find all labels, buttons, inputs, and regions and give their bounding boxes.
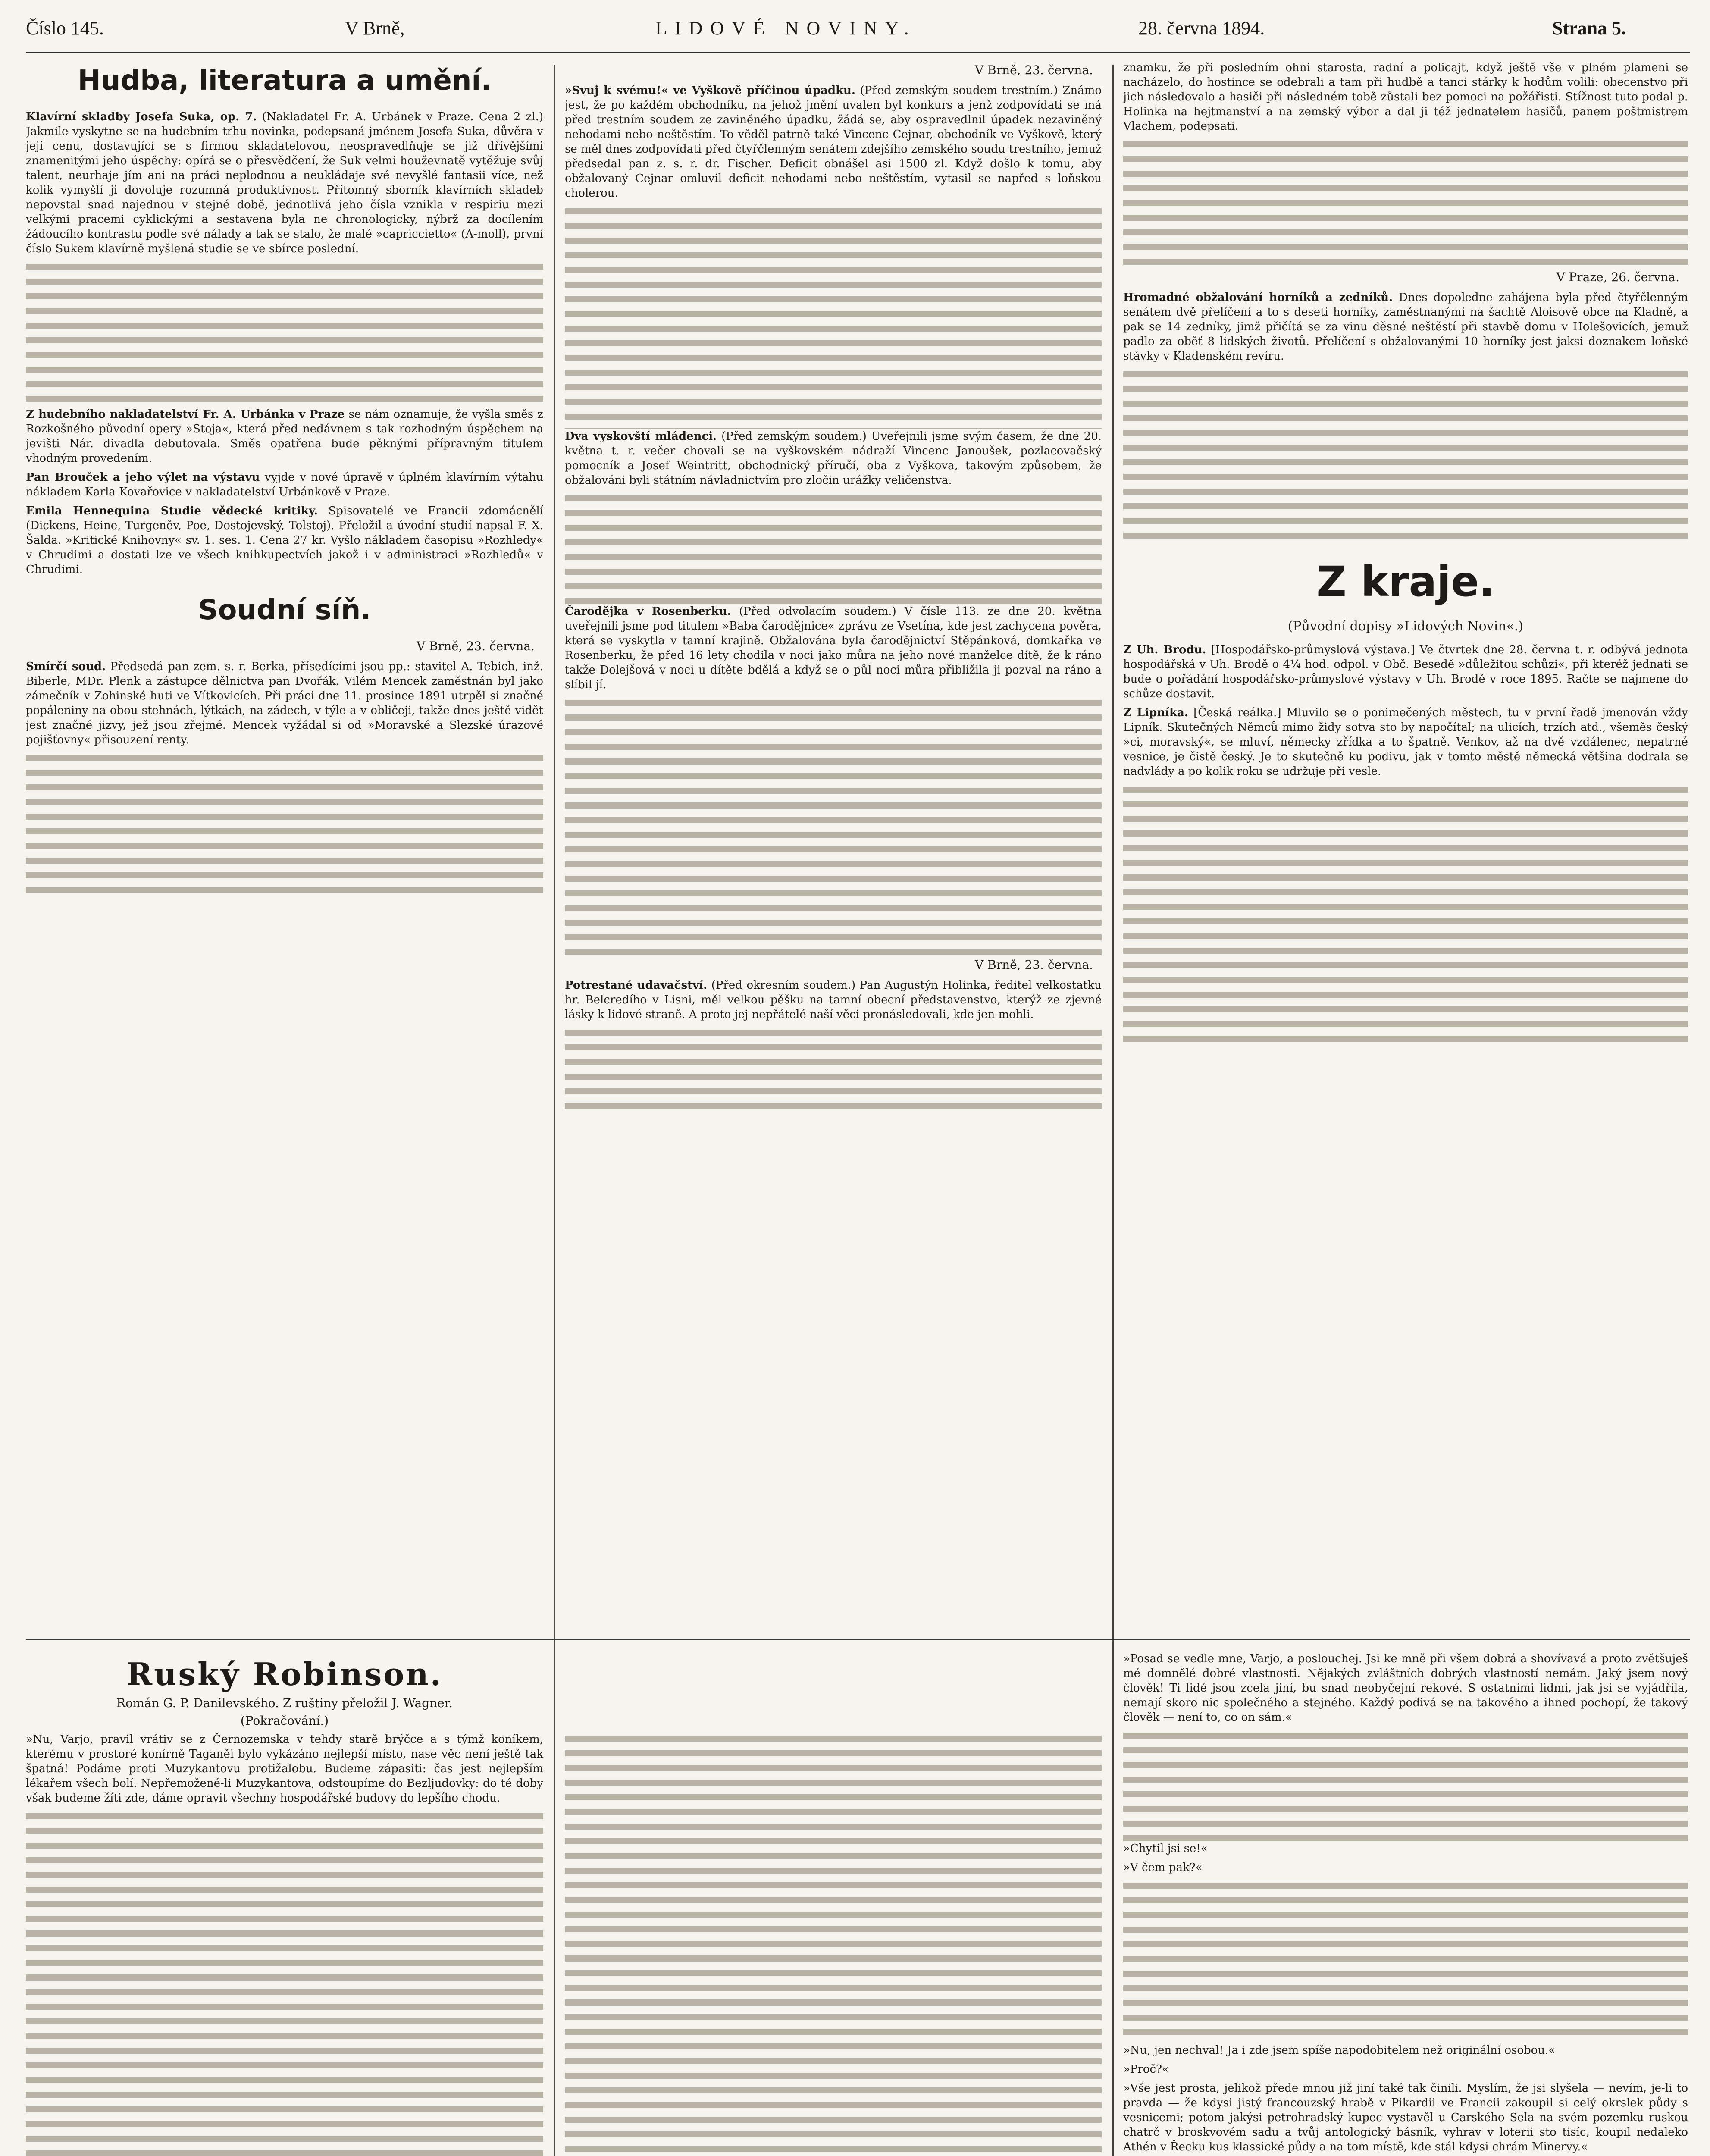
- section-subtitle: (Původní dopisy »Lidových Novin«.): [1287, 619, 1524, 634]
- article-lead: Hromadné obžalování horníků a zedníků.: [1123, 291, 1393, 304]
- column-3: [1123, 60, 1688, 1634]
- issue-number: Číslo 145.: [26, 18, 104, 39]
- section-title-court: Soudní síň.: [198, 594, 371, 626]
- text-continuation: [565, 1732, 1102, 2156]
- article-lead: Potrestané udavačství.: [565, 979, 708, 992]
- article-suk: [26, 110, 543, 256]
- newspaper-title: LIDOVÉ NOVINY.: [655, 18, 917, 39]
- story-byline: Román G. P. Danilevského. Z ruštiny přeložil J. Wagner.: [116, 1696, 453, 1710]
- page-number: Strana 5.: [1552, 18, 1626, 39]
- article-body: (Před okresním soudem.) Pan Augustýn Holinka, ředitel velkostatku hr. Belcredího v Lisni, měl velkou pěšku na tamní obecní představenstvo, kterýž ze zjevné lásky k lidové straně. A proto jej nepřátelé naší věci pronásledovali, kde jen mohli.: [565, 979, 1102, 1021]
- dateline: V Brně, 23. června.: [417, 639, 535, 653]
- story-continuation: (Pokračování.): [240, 1714, 329, 1728]
- article-hennequin: [26, 504, 543, 577]
- article-body: [Česká reálka.] Mluvilo se o ponimečených městech, tu v první řadě jmenován vždy Lipník. Skutečných Němců mimo židy sotva sto by napočítal; na ulicích, trzích atd., všeměs český »ci, moravský«, se mluví, německy zřídka a to špatně. Venkov, až na dvě vzdálenec, nepatrné vesnice, je čistě český. Je to skutečně ku podivu, jak v tomto městě německá většina dodrala se nadvlády a po kolik roku se udržuje při vesle.: [1123, 706, 1688, 778]
- column-2: [565, 60, 1102, 1634]
- page-header: [0, 0, 1710, 65]
- article-lead: »Svuj k svému!« ve Vyškově příčinou úpadku.: [565, 84, 855, 97]
- issue-date: 28. června 1894.: [1138, 18, 1265, 39]
- text-continuation: [26, 1810, 543, 2156]
- article-mladenci: [565, 429, 1102, 488]
- header-rule: [26, 52, 1690, 53]
- text-continuation: [26, 260, 543, 407]
- text-continuation: [1123, 368, 1688, 540]
- header-city: V Brně,: [345, 18, 405, 39]
- article-udavacstvi: [565, 978, 1102, 1022]
- text-continuation: [565, 492, 1102, 604]
- article-broucek: [26, 470, 543, 499]
- dateline: V Brně, 23. června.: [975, 63, 1093, 77]
- article-body: Spisovatelé ve Francii zdomácnělí (Dickens, Heine, Turgeněv, Poe, Dostojevský, Tolstoj). Přeložil a úvodní studií napsal F. X. Šalda. »Kritické Knihovny« sv. 1. ses. 1. Cena 27 kr. Vyšlo nákladem časopisu »Rozhledy« v Chrudimi a dostati lze ve všech knihkupectvích jakož i v administraci »Rozhledů« v Chrudimi.: [26, 505, 543, 576]
- story-line: »Nu, jen nechval! Ja i zde jsem spíše napodobitelem než originální osobou.«: [1123, 2044, 1556, 2057]
- article-lead: Z hudebního nakladatelství Fr. A. Urbánka v Praze: [26, 408, 345, 421]
- dateline: V Brně, 23. června.: [975, 958, 1093, 972]
- article-body: (Před odvolacím soudem.) V čísle 113. ze dne 20. května uveřejnili jsme pod titulem »Baba čarodějnice« zprávu ze Vsetína, kde jest zachycena pověra, která se vyskytla v tamní krajině. Obžalována byla čarodějnictví Stěpánková, domkařka ve Rosenberku, že před 16 lety chodila v noci jako můra na jeho nové manželce dítě, že k ráno takže Dolejšová v noci u dítěte bdělá a když se o půl noci můra přibližila ji pozval na ráno a slíbil jí.: [565, 605, 1102, 691]
- text-continuation: [565, 205, 1102, 429]
- feuilleton-rule: [26, 1639, 1690, 1640]
- story-text: »Vše jest prosta, jelikož přede mnou již jiní také tak činili. Myslím, že jsi slyšela — nevím, je-li to pravda — že kdysi jistý francouzský hrabě v Pikardii ve Francii zakoupil si celý okrslek půdy s vesnicemi; potom jakýsi petrohradský kupec vystavěl u Carského Sela na svém pozemku ruskou chatrč v broskvovém sadu a tvůj antologický básník, vyhrav v loterii sto tisíc, koupil nedaleko Athén v Řecku kus klassické půdy a na tom místě, kde stál kdysi chrám Minervy.«: [1123, 2082, 1688, 2153]
- article-lipnik: [1123, 705, 1688, 779]
- article-hornici: [1123, 290, 1688, 364]
- section-title-kraje: Z kraje.: [1316, 558, 1495, 606]
- article-lead: Čarodějka v Rosenberku.: [565, 605, 731, 618]
- text-continuation: [1123, 1879, 1688, 2043]
- text-continuation: [1123, 1729, 1688, 1841]
- article-body: (Před zemským soudem trestním.) Známo jest, že po každém obchodníku, na jehož jmění uvalen byl konkurs a jenž zodpovídati se má před trestním soudem ze zaviněného úpadku, žádá se, aby ospravedlnil úpadek nezaviněný nehodami nebo neštěstím. To věděl patrně také Vincenc Cejnar, obchodník ve Vyškově, který se měl dnes zodpovídati před čtyřčlenným senátem zdejšího zemského soudu trestního, jemuž předsedal pan z. s. r. dr. Fischer. Deficit obnášel asi 1500 zl. Když došlo k tomu, aby obžalovaný Cejnar omluvil deficit nehodami nebo neštěstím, vytasil se napřed s loňskou cholerou.: [565, 84, 1102, 200]
- story-text: »Nu, Varjo, pravil vrátiv se z Černozemska v tehdy starě brýčce a s týmž koníkem, kterému v prostoré konírně Taganěi bylo vykázáno nejlepší místo, nase věc není ještě tak špatná! Podáme proti Muzykantovu protižalobu. Budeme zápasiti: čas jest nejlepším lékařem všech bolí. Nepřemožené-li Muzykantova, odstoupíme do Bezljudovky: do té doby však budeme žíti zde, dáme opravit všechny hospodářské budovy do lepšího chodu.: [26, 1733, 543, 1805]
- article-lead: Emila Hennequina Studie vědecké kritiky.: [26, 505, 318, 517]
- article-body: Dnes dopoledne zahájena byla před čtyřčlenným senátem dvě přelíčení a to s deseti horníky, zaměstnanými na šachtě Aloisově obce na Kladně, a pak se 14 zedníky, jimž přičítá se za vinu děsné neštěstí při stavbě domu v Holešovicích, jemuž padlo za oběť 8 lidských životů. Přelíčení s obžalovanými 10 horníky jest jaksi doznakem loňské stávky v Kladenském revíru.: [1123, 291, 1688, 363]
- article-lead: Z Uh. Brodu.: [1123, 643, 1206, 656]
- story-line: »V čem pak?«: [1123, 1861, 1203, 1874]
- article-lead: Dva vyskovští mládenci.: [565, 430, 717, 443]
- text-continuation: [565, 696, 1102, 955]
- text-continuation: [26, 752, 543, 898]
- article-body: vyjde v nové úpravě v úplném klavírním výtahu nákladem Karla Kovařovice v nakladatelství Urbánkově v Praze.: [26, 471, 543, 498]
- column-rule: [1112, 65, 1114, 2156]
- article-body: [Hospodářsko-průmyslová výstava.] Ve čtvrtek dne 28. června t. r. odbývá jednota hospodářská v Uh. Brodě o 4¼ hod. odpol. v Obč. Besedě »důležitou schůzi«, při kteréž jednati se bude o pořádání hospodářsko-průmyslové výstavy v Uh. Brodě v roce 1895. Račte se najmene do schůze dostavit.: [1123, 643, 1688, 700]
- article-body: (Nakladatel Fr. A. Urbánek v Praze. Cena 2 zl.) Jakmile vyskytne se na hudebním trhu novinka, podepsaná jménem Josefa Suka, důvěra v její cenu, dostavující se s firmou skladatelovou, neospravedlňuje se již dřívějšími znamenitými jeho úspěchy: opírá se o přesvědčení, že Suk velmi houževnatě vytěžuje svůj talent, neurhaje jím ani na práci neplodnou a neukládaje své nevyšlé fantasii více, než kolik vymyšlí ji dovoluje rozumná produktivnost. Přítomný sborník klavírních skladeb nepovstal snad najednou v stejné době, jednotlivá jeho čísla vznikla v respiriu mezi velkými pracemi cyklickými a sestavena byla ne chronologicky, nýbrž za docílením žádoucího kontrastu podle své nálady a tak se stalo, že malé »capriccietto« (A-moll), první číslo Sukem klavírně myšlená studie se ve sbírce poslední.: [26, 110, 543, 255]
- story-line: »Proč?«: [1123, 2063, 1169, 2076]
- feuilleton-left: [26, 1651, 1104, 2156]
- text-continuation: [1123, 138, 1688, 267]
- story-title: Ruský Robinson.: [126, 1656, 443, 1692]
- article-urbanek: [26, 407, 543, 466]
- article-lead: Z Lipníka.: [1123, 706, 1188, 719]
- dateline: V Praze, 26. června.: [1556, 270, 1679, 284]
- text-continuation: [565, 1026, 1102, 1112]
- column-1: [26, 60, 543, 1634]
- article-carodejka: [565, 604, 1102, 692]
- story-line: »Chytil jsi se!«: [1123, 1842, 1208, 1855]
- story-text: »Posad se vedle mne, Varjo, a poslouchej. Jsi ke mně při všem dobrá a shovívavá a proto zvětšuješ mé domnělé dobré vlastnosti. Nějakých zvláštních dobrých vlastností nemám. Jaký jsem nový člověk! Ti lidé jsou zcela jiní, bu snad neobyčejní rekové. S ostatními lidmi, jak jsi se vyjádřila, nemají skoro nic společného a stejného. Každý podivá se na takového a ihned pochopí, že takový člověk — není to, co on sám.«: [1123, 1652, 1688, 1724]
- article-body: (Před zemským soudem.) Uveřejnili jsme svým časem, že dne 20. května t. r. večer chovali se na vyškovském nádraží Vincenc Janoušek, pozlacovačský pomocník a Josef Weintritt, obchodnický příručí, oba z Vyškova, takovým způsobem, že obžalováni byli státním návladnictvím pro zločin urážky veličenstva.: [565, 430, 1102, 487]
- text-continuation: [1123, 783, 1688, 1042]
- article-body: znamku, že při posledním ohni starosta, radní a policajt, když ještě vše v plném plameni se nacházelo, do hostince se odebrali a tam při hudbě a tanci stárky k hodům volili: obecenstvo při jich následovalo a hasiči při následném tobě zůstali bez pomoci na požářisti. Stížnost tuto podal p. Holinka na hejtmanství a na zemský výbor a dal ji též jednatelem hasičů, panem poštmistrem Vlachem, podepsati.: [1123, 61, 1688, 133]
- article-lead: Pan Brouček a jeho výlet na výstavu: [26, 471, 260, 484]
- article-body: se nám oznamuje, že vyšla směs z Rozkošného původní opery »Stoja«, která před nedávnem s tak rozhodným úspěchem na jevišti Nár. divadla debutovala. Směs opatřena bude pěknými přípravným titulem vhodným provedením.: [26, 408, 543, 465]
- article-hasici: [1123, 60, 1688, 134]
- feuilleton-right: [1123, 1651, 1688, 2156]
- article-body: Předsedá pan zem. s. r. Berka, přísedícími jsou pp.: stavitel A. Tebich, inž. Biberle, MDr. Plenk a zástupce dělnictva pan Dvořák. Vilém Mencek zaměstnán byl jako zámečník v Zohinské huti ve Vítkovicích. Při práci dne 11. prosince 1891 utrpěl si značné popáleniny na obou stehnách, lýtkách, na zádech, v týle a v obličeji, takže dnes ještě vidět jest značné jizvy, jež jsou zřejmé. Mencek vyžádal si od »Moravské a Slezské úrazové pojišťovny« přisouzení renty.: [26, 660, 543, 746]
- article-uh-brod: [1123, 642, 1688, 701]
- article-vyskov: [565, 83, 1102, 201]
- article-lead: Klavírní skladby Josefa Suka, op. 7.: [26, 110, 257, 123]
- article-smirci-soud: [26, 659, 543, 747]
- article-lead: Smírčí soud.: [26, 660, 106, 673]
- section-title-music: Hudba, literatura a umění.: [78, 65, 492, 97]
